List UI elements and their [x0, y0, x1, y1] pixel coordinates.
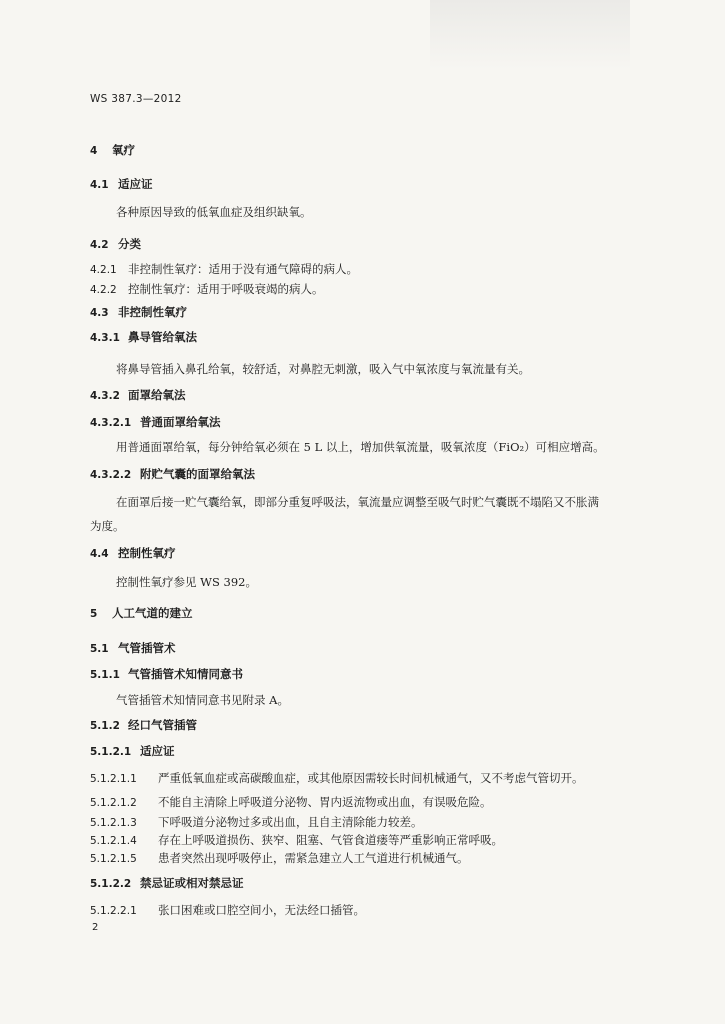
section-title: 附贮气囊的面罩给氧法 — [140, 467, 255, 481]
body-text: 严重低氧血症或高碳酸血症，或其他原因需较长时间机械通气，又不考虑气管切开。 — [158, 771, 584, 785]
section-heading — [90, 143, 135, 158]
section-title: 控制性氧疗 — [118, 546, 176, 560]
section-heading — [90, 388, 186, 403]
paragraph — [116, 205, 312, 219]
section-heading — [90, 667, 243, 682]
section-title: 禁忌证或相对禁忌证 — [140, 876, 244, 890]
section-title: 普通面罩给氧法 — [140, 415, 221, 429]
section-number: 4 — [90, 145, 98, 157]
section-number: 4.3.2.1 — [90, 417, 132, 429]
section-heading — [90, 467, 255, 482]
section-heading — [90, 876, 244, 891]
section-number: 4.2.2 — [90, 284, 117, 296]
section-title: 鼻导管给氧法 — [128, 330, 197, 344]
section-heading — [90, 330, 197, 345]
section-number: 4.2.1 — [90, 264, 117, 276]
standard-header: WS 387.3—2012 — [90, 93, 182, 105]
numbered-item — [90, 833, 503, 848]
body-text: 非控制性氧疗：适用于没有通气障碍的病人。 — [128, 262, 358, 276]
section-number: 4.3 — [90, 307, 109, 319]
page-number: 2 — [92, 922, 99, 933]
section-heading — [90, 744, 175, 759]
section-title: 气管插管术知情同意书 — [128, 667, 243, 681]
section-number: 5.1.2.1.2 — [90, 797, 137, 809]
section-title: 氧疗 — [112, 143, 135, 157]
section-number: 5.1 — [90, 643, 109, 655]
body-text: 患者突然出现呼吸停止，需紧急建立人工气道进行机械通气。 — [158, 851, 469, 865]
section-title: 非控制性氧疗 — [118, 305, 187, 319]
section-heading — [90, 305, 187, 320]
section-number: 5.1.2.1.3 — [90, 817, 137, 829]
section-number: 5.1.2.1.5 — [90, 853, 137, 865]
numbered-item — [90, 815, 423, 830]
body-text: 在面罩后接一贮气囊给氧，即部分重复呼吸法，氧流量应调整至吸气时贮气囊既不塌陷又不胀满 — [116, 495, 599, 509]
body-text: 气管插管术知情同意书见附录 A。 — [116, 693, 289, 707]
section-number: 5.1.2.1 — [90, 746, 132, 758]
body-text: 为度。 — [90, 519, 125, 533]
section-title: 人工气道的建立 — [112, 606, 193, 620]
section-number: 5 — [90, 608, 98, 620]
numbered-item — [90, 262, 358, 277]
paragraph — [116, 575, 257, 589]
body-text: 控制性氧疗参见 WS 392。 — [116, 575, 257, 589]
section-title: 分类 — [118, 237, 141, 251]
section-title: 适应证 — [140, 744, 175, 758]
body-text: 将鼻导管插入鼻孔给氧，较舒适，对鼻腔无刺激，吸入气中氧浓度与氧流量有关。 — [116, 362, 530, 376]
section-title: 适应证 — [118, 177, 153, 191]
body-text: 用普通面罩给氧，每分钟给氧必须在 5 L 以上，增加供氧流量，吸氧浓度（FiO₂）可相应增高。 — [116, 440, 605, 454]
section-heading — [90, 718, 197, 733]
section-heading — [90, 546, 176, 561]
numbered-item — [90, 795, 492, 810]
section-heading — [90, 177, 153, 192]
section-number: 5.1.2.1.4 — [90, 835, 137, 847]
numbered-item — [90, 282, 324, 297]
section-number: 4.2 — [90, 239, 109, 251]
body-text: 下呼吸道分泌物过多或出血，且自主清除能力较差。 — [158, 815, 423, 829]
section-number: 5.1.2.2.1 — [90, 905, 137, 917]
body-text: 不能自主清除上呼吸道分泌物、胃内返流物或出血，有误吸危险。 — [158, 795, 492, 809]
body-text: 存在上呼吸道损伤、狭窄、阻塞、气管食道瘘等严重影响正常呼吸。 — [158, 833, 503, 847]
section-number: 4.3.1 — [90, 332, 120, 344]
section-title: 面罩给氧法 — [128, 388, 186, 402]
section-heading — [90, 415, 221, 430]
section-number: 4.3.2 — [90, 390, 120, 402]
numbered-item — [90, 851, 469, 866]
section-number: 4.4 — [90, 548, 109, 560]
section-heading — [90, 237, 141, 252]
numbered-item — [90, 771, 584, 786]
paragraph-continuation — [90, 519, 125, 533]
section-number: 5.1.2.1.1 — [90, 773, 137, 785]
paragraph — [116, 495, 599, 509]
body-text: 控制性氧疗：适用于呼吸衰竭的病人。 — [128, 282, 324, 296]
section-heading — [90, 641, 176, 656]
scan-smudge — [430, 0, 630, 70]
section-title: 气管插管术 — [118, 641, 176, 655]
section-title: 经口气管插管 — [128, 718, 197, 732]
section-number: 5.1.1 — [90, 669, 120, 681]
section-heading — [90, 606, 193, 621]
paragraph — [116, 440, 605, 454]
body-text: 各种原因导致的低氧血症及组织缺氧。 — [116, 205, 312, 219]
section-number: 4.3.2.2 — [90, 469, 132, 481]
numbered-item — [90, 903, 365, 918]
paragraph — [116, 693, 289, 707]
body-text: 张口困难或口腔空间小，无法经口插管。 — [158, 903, 365, 917]
section-number: 5.1.2 — [90, 720, 120, 732]
paragraph — [116, 362, 530, 376]
section-number: 5.1.2.2 — [90, 878, 132, 890]
section-number: 4.1 — [90, 179, 109, 191]
